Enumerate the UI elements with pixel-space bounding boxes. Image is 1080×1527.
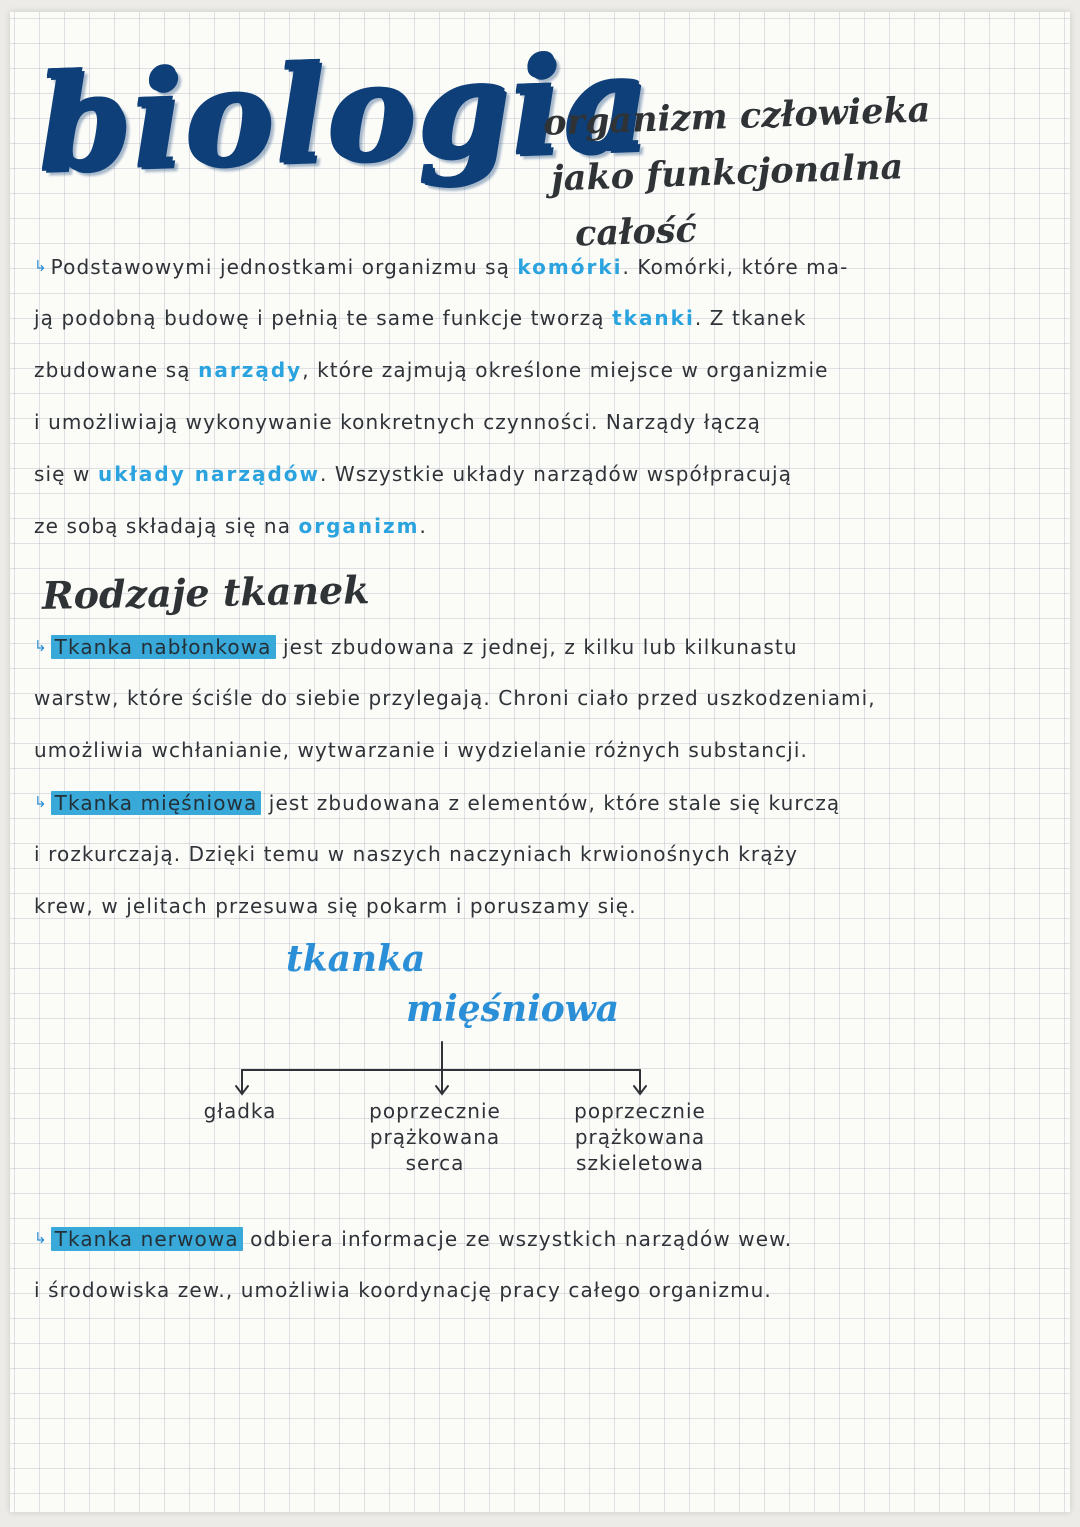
bullet-arrow-icon: ↳: [34, 793, 48, 811]
miesniowa-text: jest zbudowana z elementów, które stale się kurczą: [261, 791, 841, 815]
page-title: biologia: [35, 25, 653, 202]
label-tkanka-nerwowa: Tkanka nerwowa: [51, 1227, 243, 1251]
label-tkanka-miesniowa: Tkanka mięśniowa: [51, 791, 262, 815]
notebook-page: [10, 12, 1070, 1512]
diagram-title-line-1: tkanka: [286, 938, 426, 980]
branch-szkieletowa-line-1: poprzecznie: [574, 1099, 706, 1123]
intro-text: zbudowane są: [34, 358, 199, 382]
subtitle-line-2: jako funkcjonalna: [550, 146, 904, 200]
intro-text: .: [419, 514, 427, 538]
intro-text: ze sobą składają się na: [34, 514, 299, 538]
miesniowa-text: i rozkurczają. Dzięki temu w naszych naczyniach krwionośnych krąży: [34, 842, 799, 866]
bullet-arrow-icon: ↳: [34, 1229, 48, 1247]
keyword-uklady-narzadow: układy narządów: [97, 462, 321, 486]
intro-text: , które zajmują określone miejsce w organizmie: [302, 358, 829, 382]
diagram-title-line-2: mięśniowa: [406, 988, 620, 1030]
intro-text: . Wszystkie układy narządów współpracują: [320, 462, 793, 486]
nerwowa-paragraph: [34, 1212, 792, 1316]
branch-serca: [350, 1098, 520, 1176]
nablonkowa-text: umożliwia wchłanianie, wytwarzanie i wydzielanie różnych substancji.: [34, 738, 808, 762]
intro-text: Podstawowymi jednostkami organizmu są: [50, 255, 518, 279]
keyword-komorki: komórki: [517, 255, 623, 279]
intro-text: się w: [34, 462, 98, 486]
nablonkowa-text: warstw, które ściśle do siebie przylegają. Chroni ciało przed uszkodzeniami,: [34, 686, 876, 710]
intro-text: i umożliwiają wykonywanie konkretnych czynności. Narządy łączą: [34, 410, 761, 434]
branch-szkieletowa: [550, 1098, 730, 1176]
subtitle-line-1: organizm człowieka: [542, 89, 932, 144]
nerwowa-text: odbiera informacje ze wszystkich narządów wew.: [242, 1227, 793, 1251]
keyword-narzady: narządy: [198, 358, 303, 382]
branch-serca-line-1: poprzecznie: [369, 1099, 501, 1123]
bullet-arrow-icon: ↳: [34, 257, 48, 275]
keyword-organizm: organizm: [298, 514, 420, 538]
nerwowa-line-2: [34, 1264, 792, 1316]
section-heading: Rodzaje tkanek: [41, 567, 370, 618]
label-tkanka-nablonkowa: Tkanka nabłonkowa: [51, 635, 276, 659]
bullet-arrow-icon: ↳: [34, 637, 48, 655]
intro-text: . Komórki, które ma-: [622, 255, 849, 279]
branch-szkieletowa-line-2: prążkowana: [574, 1125, 706, 1149]
keyword-tkanki: tkanki: [612, 306, 695, 330]
branch-gladka-label: gładka: [203, 1099, 277, 1123]
nablonkowa-text: jest zbudowana z jednej, z kilku lub kilkunastu: [275, 635, 798, 659]
intro-text: . Z tkanek: [694, 306, 807, 330]
branch-gladka: [180, 1098, 300, 1124]
subtitle-line-3: całość: [574, 209, 698, 255]
nerwowa-line-1: [34, 1212, 792, 1264]
miesniowa-text: krew, w jelitach przesuwa się pokarm i poruszamy się.: [34, 894, 637, 918]
branch-szkieletowa-line-3: szkieletowa: [576, 1151, 704, 1175]
branch-serca-line-2: prążkowana: [369, 1125, 501, 1149]
branch-serca-line-3: serca: [405, 1151, 465, 1175]
intro-text: ją podobną budowę i pełnią te same funkcje tworzą: [34, 306, 613, 330]
nerwowa-text: i środowiska zew., umożliwia koordynację pracy całego organizmu.: [34, 1278, 772, 1302]
